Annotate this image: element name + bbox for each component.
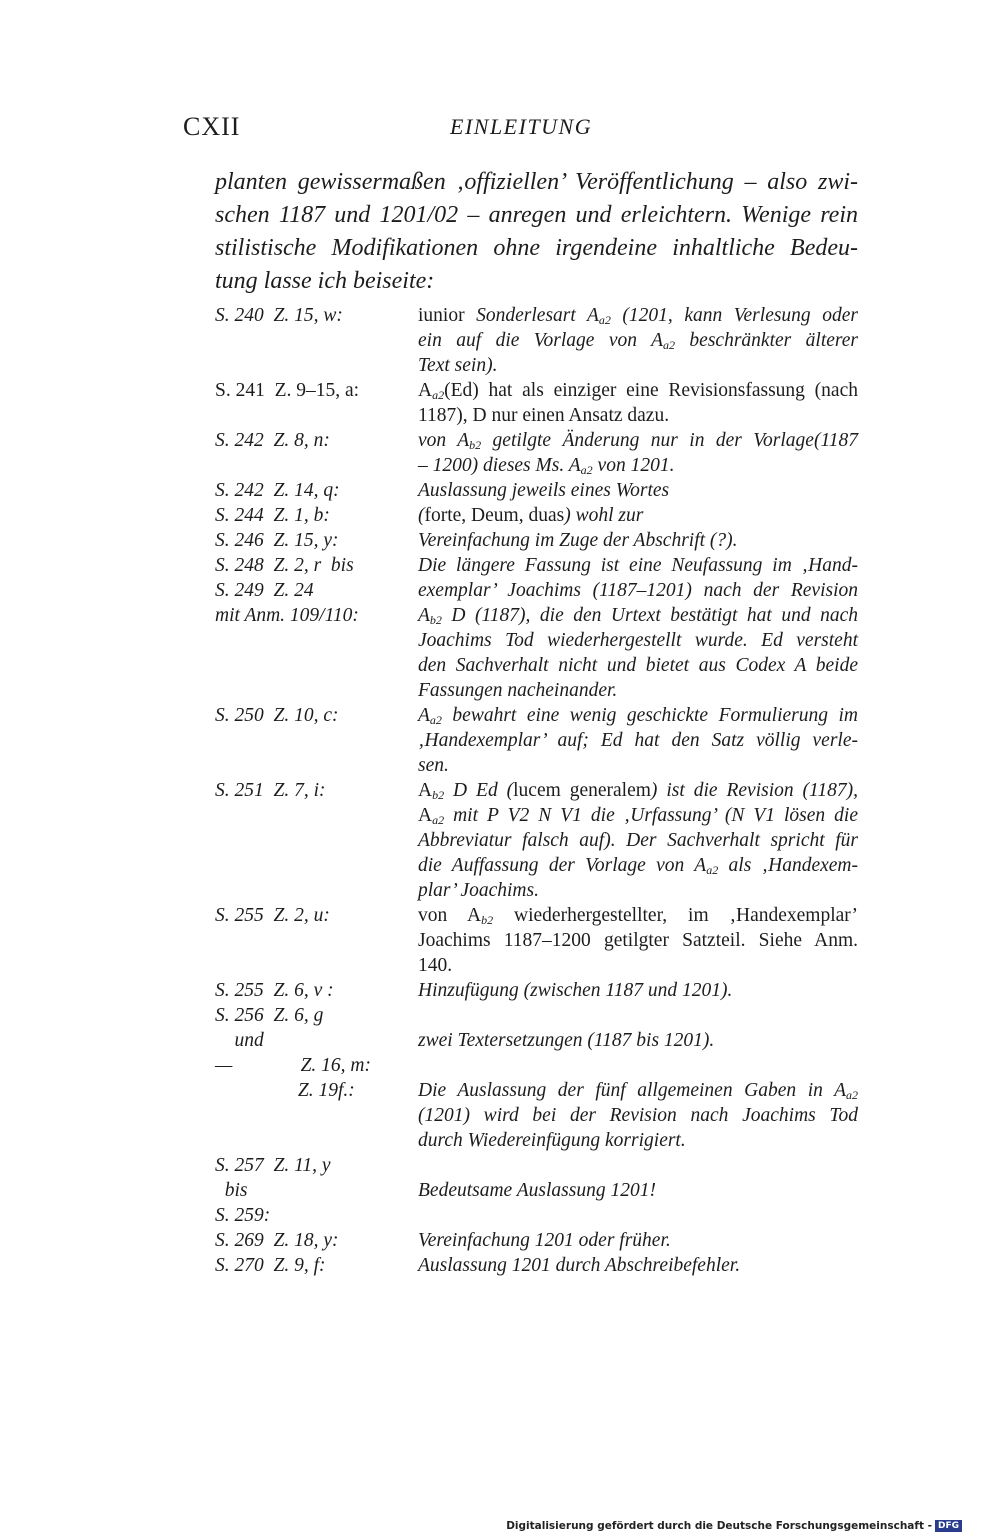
variant-entry	[215, 778, 858, 903]
variant-list	[215, 303, 858, 1278]
siglum-subscript: a2	[663, 338, 676, 352]
comment-line	[418, 403, 858, 428]
comment-run: Bedeutsame Auslassung 1201!	[418, 1180, 656, 1201]
comment-run: – 1200) dieses Ms. A	[418, 455, 581, 476]
intro-line: tung lasse ich beiseite:	[215, 268, 435, 294]
variant-reference	[215, 778, 418, 903]
variant-entry	[215, 1178, 858, 1203]
comment-run: forte, Deum, duas	[424, 505, 565, 526]
variant-reference	[215, 503, 418, 528]
variant-comment	[418, 703, 858, 778]
comment-run: beschränkter älterer	[675, 330, 858, 351]
siglum-subscript: a2	[598, 313, 611, 327]
reference-line: S. 251 Z. 7, i:	[215, 780, 326, 801]
comment-run: ein auf die Vorlage von A	[418, 330, 664, 351]
variant-comment	[418, 528, 858, 553]
variant-comment	[418, 778, 858, 903]
variant-reference	[215, 703, 418, 778]
variant-entry	[215, 478, 858, 503]
variant-comment	[418, 553, 858, 703]
variant-comment	[418, 478, 858, 503]
comment-run: ) wohl zur	[564, 505, 644, 526]
comment-line	[418, 453, 858, 478]
dfg-logo: DFG	[935, 1520, 962, 1532]
comment-line	[418, 778, 858, 803]
siglum-subscript: b2	[469, 438, 482, 452]
reference-line: bis	[215, 1180, 248, 1201]
comment-run: von A	[418, 905, 482, 926]
comment-line	[418, 903, 858, 928]
comment-run: die Auffassung der Vorlage von A	[418, 855, 707, 876]
siglum-subscript: b2	[432, 788, 445, 802]
reference-line: S. 256 Z. 6, g	[215, 1005, 324, 1026]
variant-comment	[418, 1028, 858, 1053]
reference-line: S. 259:	[215, 1205, 271, 1226]
variant-comment	[418, 903, 858, 978]
comment-run: Vereinfachung 1201 oder früher.	[418, 1230, 671, 1251]
variant-reference	[215, 1028, 418, 1053]
comment-run: exemplar’ Joachims (1187–1201) nach der Revision	[418, 580, 858, 601]
comment-line	[418, 1253, 858, 1278]
reference-line: S. 248 Z. 2, r bis	[215, 555, 354, 576]
variant-entry	[215, 903, 858, 978]
comment-line	[418, 678, 858, 703]
reference-line: S. 242 Z. 14, q:	[215, 480, 340, 501]
variant-entry	[215, 1153, 858, 1178]
variant-entry	[215, 1003, 858, 1028]
comment-run: bewahrt eine wenig geschickte Formulierung im	[441, 705, 858, 726]
comment-run: von 1201.	[592, 455, 675, 476]
comment-line	[418, 1053, 858, 1078]
reference-line: mit Anm. 109/110:	[215, 605, 359, 626]
reference-line: S. 246 Z. 15, y:	[215, 530, 339, 551]
variant-entry	[215, 1028, 858, 1053]
comment-run: Text sein).	[418, 355, 498, 376]
comment-run: (	[418, 505, 425, 526]
variant-comment	[418, 1253, 858, 1278]
variant-entry	[215, 1203, 858, 1228]
variant-comment	[418, 378, 858, 428]
reference-line: S. 244 Z. 1, b:	[215, 505, 330, 526]
comment-run: Auslassung jeweils eines Wortes	[418, 480, 670, 501]
reference-line: S. 241 Z. 9–15, a:	[215, 380, 360, 401]
comment-line	[418, 653, 858, 678]
variant-reference	[215, 378, 418, 428]
comment-run: den Sachverhalt nicht und bietet aus Codex A beide	[418, 655, 858, 676]
comment-line	[418, 1203, 858, 1228]
comment-line	[418, 1028, 858, 1053]
comment-line	[418, 1228, 858, 1253]
comment-run: Joachims Tod wiederhergestellt wurde. Ed versteht	[418, 630, 858, 651]
comment-line	[418, 303, 858, 328]
comment-line	[418, 1128, 858, 1153]
variant-reference	[215, 528, 418, 553]
variant-comment	[418, 1178, 858, 1203]
variant-entry	[215, 303, 858, 378]
comment-line	[418, 1103, 858, 1128]
reference-line: S. 242 Z. 8, n:	[215, 430, 330, 451]
intro-line: schen 1187 und 1201/02 – anregen und erleichtern. Wenige rein	[215, 202, 858, 228]
comment-run: D (1187), die den Urtext bestätigt hat und nach	[441, 605, 858, 626]
comment-line	[418, 878, 858, 903]
running-head: EINLEITUNG	[450, 114, 593, 139]
siglum-subscript: a2	[846, 1088, 858, 1102]
variant-reference	[215, 553, 418, 703]
comment-run: A	[418, 705, 430, 726]
comment-run: (1201) wird bei der Revision nach Joachims Tod	[418, 1105, 858, 1126]
reference-line: S. 255 Z. 6, v :	[215, 980, 334, 1001]
siglum-subscript: a2	[432, 388, 445, 402]
comment-line	[418, 503, 858, 528]
comment-run: lucem generalem	[513, 780, 651, 801]
comment-line	[418, 603, 858, 628]
comment-run: (Ed) hat als einziger eine Revisionsfassung (nach	[444, 380, 858, 401]
comment-line	[418, 328, 858, 353]
comment-run: ‚Handexemplar’ auf; Ed hat den Satz völlig verle-	[418, 730, 858, 751]
siglum-subscript: a2	[432, 813, 445, 827]
comment-line	[418, 378, 858, 403]
variant-entry	[215, 553, 858, 703]
variant-reference	[215, 1153, 418, 1178]
reference-line: S. 255 Z. 2, u:	[215, 905, 330, 926]
intro-paragraph	[215, 166, 858, 298]
variant-comment	[418, 303, 858, 378]
reference-line: S. 257 Z. 11, y	[215, 1155, 331, 1176]
siglum-subscript: b2	[481, 913, 494, 927]
comment-line	[418, 578, 858, 603]
variant-reference	[215, 1228, 418, 1253]
comment-line	[418, 628, 858, 653]
reference-line: S. 240 Z. 15, w:	[215, 305, 343, 326]
variant-comment	[418, 1203, 858, 1228]
comment-run: wiederhergestellter, im ‚Handexemplar’	[493, 905, 858, 926]
variant-reference	[215, 303, 418, 378]
variant-reference	[215, 1203, 418, 1228]
comment-run: ) ist die Revision (1187),	[650, 780, 858, 801]
variant-reference	[215, 978, 418, 1003]
variant-reference	[215, 1053, 418, 1078]
variant-comment	[418, 978, 858, 1003]
comment-run: Die längere Fassung ist eine Neufassung im ‚Hand-	[418, 555, 858, 576]
comment-run: Abbreviatur falsch auf). Der Sachverhalt spricht für	[418, 830, 858, 851]
page-number: CXII	[183, 112, 241, 141]
comment-run: A	[418, 805, 433, 826]
comment-line	[418, 1078, 858, 1103]
variant-entry	[215, 703, 858, 778]
comment-line	[418, 1003, 858, 1028]
comment-run: iunior	[418, 305, 477, 326]
comment-line	[418, 553, 858, 578]
variant-comment	[418, 1078, 858, 1153]
comment-run: A	[418, 605, 430, 626]
reference-line: S. 269 Z. 18, y:	[215, 1230, 339, 1251]
comment-run: durch Wiedereinfügung korrigiert.	[418, 1130, 686, 1151]
comment-line	[418, 528, 858, 553]
variant-comment	[418, 1228, 858, 1253]
footer-credit-text: Digitalisierung gefördert durch die Deutsche Forschungsgemeinschaft -	[506, 1520, 932, 1532]
variant-entry	[215, 428, 858, 478]
comment-line	[418, 853, 858, 878]
comment-run: zwei Textersetzungen (1187 bis 1201).	[418, 1030, 715, 1051]
variant-entry	[215, 503, 858, 528]
comment-run: 1187), D nur einen Ansatz dazu.	[418, 405, 670, 426]
comment-run: Vereinfachung im Zuge der Abschrift (?).	[418, 530, 738, 551]
variant-entry	[215, 378, 858, 428]
variant-comment	[418, 503, 858, 528]
comment-line	[418, 828, 858, 853]
siglum-subscript: a2	[580, 463, 593, 477]
comment-line	[418, 478, 858, 503]
variant-entry	[215, 1253, 858, 1278]
reference-line: S. 249 Z. 24	[215, 580, 314, 601]
siglum-subscript: a2	[706, 863, 719, 877]
comment-run: mit P V2 N V1 die ‚Urfassung’ (N V1 lösen die	[444, 805, 858, 826]
comment-run: Sonderlesart A	[476, 305, 599, 326]
comment-line	[418, 928, 858, 953]
comment-run: A	[418, 380, 433, 401]
siglum-subscript: a2	[429, 713, 442, 727]
comment-run: (1201, kann Verlesung oder	[610, 305, 858, 326]
variant-reference	[215, 1253, 418, 1278]
comment-run: Die Auslassung der fünf allgemeinen Gaben in A	[418, 1080, 846, 1101]
comment-run: Hinzufügung (zwischen 1187 und 1201).	[418, 980, 733, 1001]
variant-entry	[215, 528, 858, 553]
comment-run: 140.	[418, 955, 453, 976]
comment-line	[418, 353, 858, 378]
comment-run: D Ed (	[444, 780, 514, 801]
comment-run: Joachims 1187–1200 getilgter Satzteil. Siehe Anm.	[418, 930, 858, 951]
comment-line	[418, 1153, 858, 1178]
reference-line: Z. 19f.:	[215, 1080, 355, 1101]
variant-reference	[215, 903, 418, 978]
variant-entry	[215, 1078, 858, 1153]
comment-line	[418, 728, 858, 753]
variant-reference	[215, 1078, 418, 1153]
comment-line	[418, 428, 858, 453]
intro-line: planten gewissermaßen ‚offiziellen’ Veröffentlichung – also zwi-	[215, 169, 858, 195]
comment-line	[418, 953, 858, 978]
variant-entry	[215, 1053, 858, 1078]
reference-line: — Z. 16, m:	[215, 1055, 372, 1076]
intro-line: stilistische Modifikationen ohne irgendeine inhaltliche Bedeu-	[215, 235, 858, 261]
comment-run: getilgte Änderung nur in der Vorlage(1187	[481, 430, 859, 451]
comment-run: A	[418, 780, 433, 801]
comment-run: von A	[418, 430, 470, 451]
variant-comment	[418, 428, 858, 478]
comment-run: Fassungen nacheinander.	[418, 680, 618, 701]
comment-run: plar’ Joachims.	[418, 880, 539, 901]
variant-comment	[418, 1003, 858, 1028]
variant-entry	[215, 978, 858, 1003]
variant-comment	[418, 1053, 858, 1078]
variant-reference	[215, 478, 418, 503]
variant-comment	[418, 1153, 858, 1178]
variant-reference	[215, 1178, 418, 1203]
variant-reference	[215, 1003, 418, 1028]
comment-run: als ‚Handexem-	[718, 855, 859, 876]
comment-line	[418, 703, 858, 728]
variant-entry	[215, 1228, 858, 1253]
comment-run: sen.	[418, 755, 449, 776]
siglum-subscript: b2	[429, 613, 442, 627]
variant-reference	[215, 428, 418, 478]
comment-line	[418, 803, 858, 828]
comment-run: Auslassung 1201 durch Abschreibefehler.	[418, 1255, 741, 1276]
comment-line	[418, 753, 858, 778]
reference-line: und	[215, 1030, 264, 1051]
comment-line	[418, 1178, 858, 1203]
reference-line: S. 250 Z. 10, c:	[215, 705, 339, 726]
comment-line	[418, 978, 858, 1003]
footer-credit	[506, 1520, 962, 1532]
reference-line: S. 270 Z. 9, f:	[215, 1255, 326, 1276]
